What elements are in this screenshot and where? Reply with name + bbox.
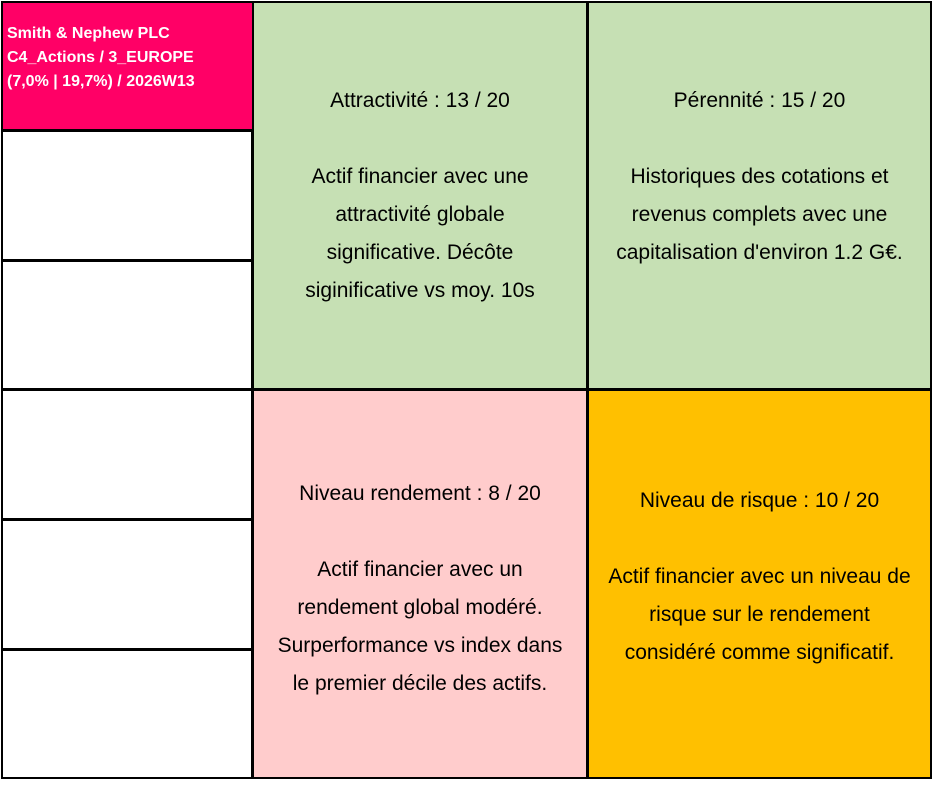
risque-title: Niveau de risque : 10 / 20: [639, 489, 880, 512]
attractivite-panel: [252, 1, 588, 390]
asset-stats: (7,0% | 19,7%) / 2026W13: [7, 73, 195, 90]
rendement-panel: [252, 389, 588, 779]
asset-header: [1, 1, 253, 131]
empty-cell: [1, 649, 253, 779]
asset-category: C4_Actions / 3_EUROPE: [7, 49, 194, 66]
empty-cell: [1, 260, 253, 390]
perennite-title: Pérennité : 15 / 20: [673, 88, 846, 112]
empty-cell: [1, 130, 253, 261]
risque-panel: [587, 389, 932, 779]
attractivite-title: Attractivité : 13 / 20: [330, 88, 510, 112]
empty-cell: [1, 389, 253, 520]
rendement-title: Niveau rendement : 8 / 20: [299, 482, 541, 505]
empty-cell: [1, 519, 253, 650]
perennite-description: Historiques des cotations et revenus complets avec une capitalisation d'environ 1.2 G€.: [616, 164, 903, 264]
asset-name: Smith & Nephew PLC: [7, 25, 170, 42]
perennite-panel: [587, 1, 932, 390]
rendement-description: Actif financier avec un rendement global modéré. Surperformance vs index dans le premier décile des actifs.: [277, 558, 563, 695]
risque-description: Actif financier avec un niveau de risque sur le rendement considéré comme significatif.: [608, 565, 911, 664]
attractivite-description: Actif financier avec une attractivité globale significative. Décôte siginificative vs moy. 10s: [305, 164, 535, 302]
